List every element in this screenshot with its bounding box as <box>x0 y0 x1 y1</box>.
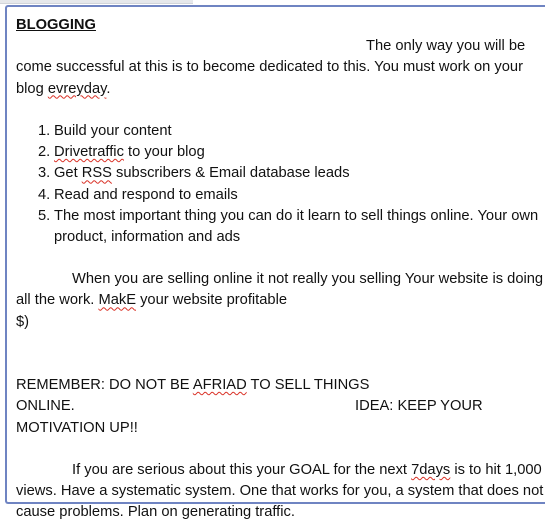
document-title: BLOGGING <box>16 17 96 33</box>
document-body[interactable] <box>16 15 544 524</box>
spacer <box>16 100 536 121</box>
list-item-continuation: product, information and ads <box>54 228 241 245</box>
misspelled-word[interactable]: 7days <box>411 461 451 478</box>
intro-line-1: The only way you will be <box>366 38 526 55</box>
list-item: 1. Build your content <box>38 122 172 139</box>
misspelled-word[interactable]: evreyday <box>47 80 107 97</box>
spacer <box>16 354 536 375</box>
list-item: 5. The most important thing you can do it learn to sell things online. Your own <box>38 207 539 224</box>
misspelled-word[interactable]: MakE <box>98 292 136 309</box>
list-item: 2. Drivetraffic to your blog <box>38 144 205 161</box>
intro-line-3: blog evreyday. <box>16 80 111 97</box>
spacer <box>16 439 536 460</box>
top-tab-strip <box>0 0 193 4</box>
spacer <box>16 333 536 354</box>
misspelled-word[interactable]: RSS <box>81 165 112 182</box>
intro-line-2: come successful at this is to become dedicated to this. You must work on your <box>16 59 523 76</box>
para2-line-3: $) <box>16 313 30 330</box>
spacer <box>16 248 536 269</box>
remember-line-3: MOTIVATION UP!! <box>16 419 138 436</box>
para2-line-2: all the work. MakE your website profitable <box>16 292 288 309</box>
para3-line-1: If you are serious about this your GOAL for the next 7days is to hit 1,000 <box>72 461 542 478</box>
misspelled-word[interactable]: AFRIAD <box>192 377 247 394</box>
remember-line-2: ONLINE. IDEA: KEEP YOUR <box>16 398 483 415</box>
para2-line-1: When you are selling online it not really you selling Your website is doing <box>72 271 544 288</box>
misspelled-word[interactable]: Drivetraffic <box>54 144 124 161</box>
para3-line-3: cause problems. Plan on generating traffic. <box>16 504 295 521</box>
para3-line-2: views. Have a systematic system. One that works for you, a system that does not <box>16 483 544 500</box>
list-item: 4. Read and respond to emails <box>38 186 238 203</box>
list-item: 3. Get RSS subscribers & Email database leads <box>38 165 350 182</box>
remember-line-1: REMEMBER: DO NOT BE AFRIAD TO SELL THINGS <box>16 377 370 394</box>
